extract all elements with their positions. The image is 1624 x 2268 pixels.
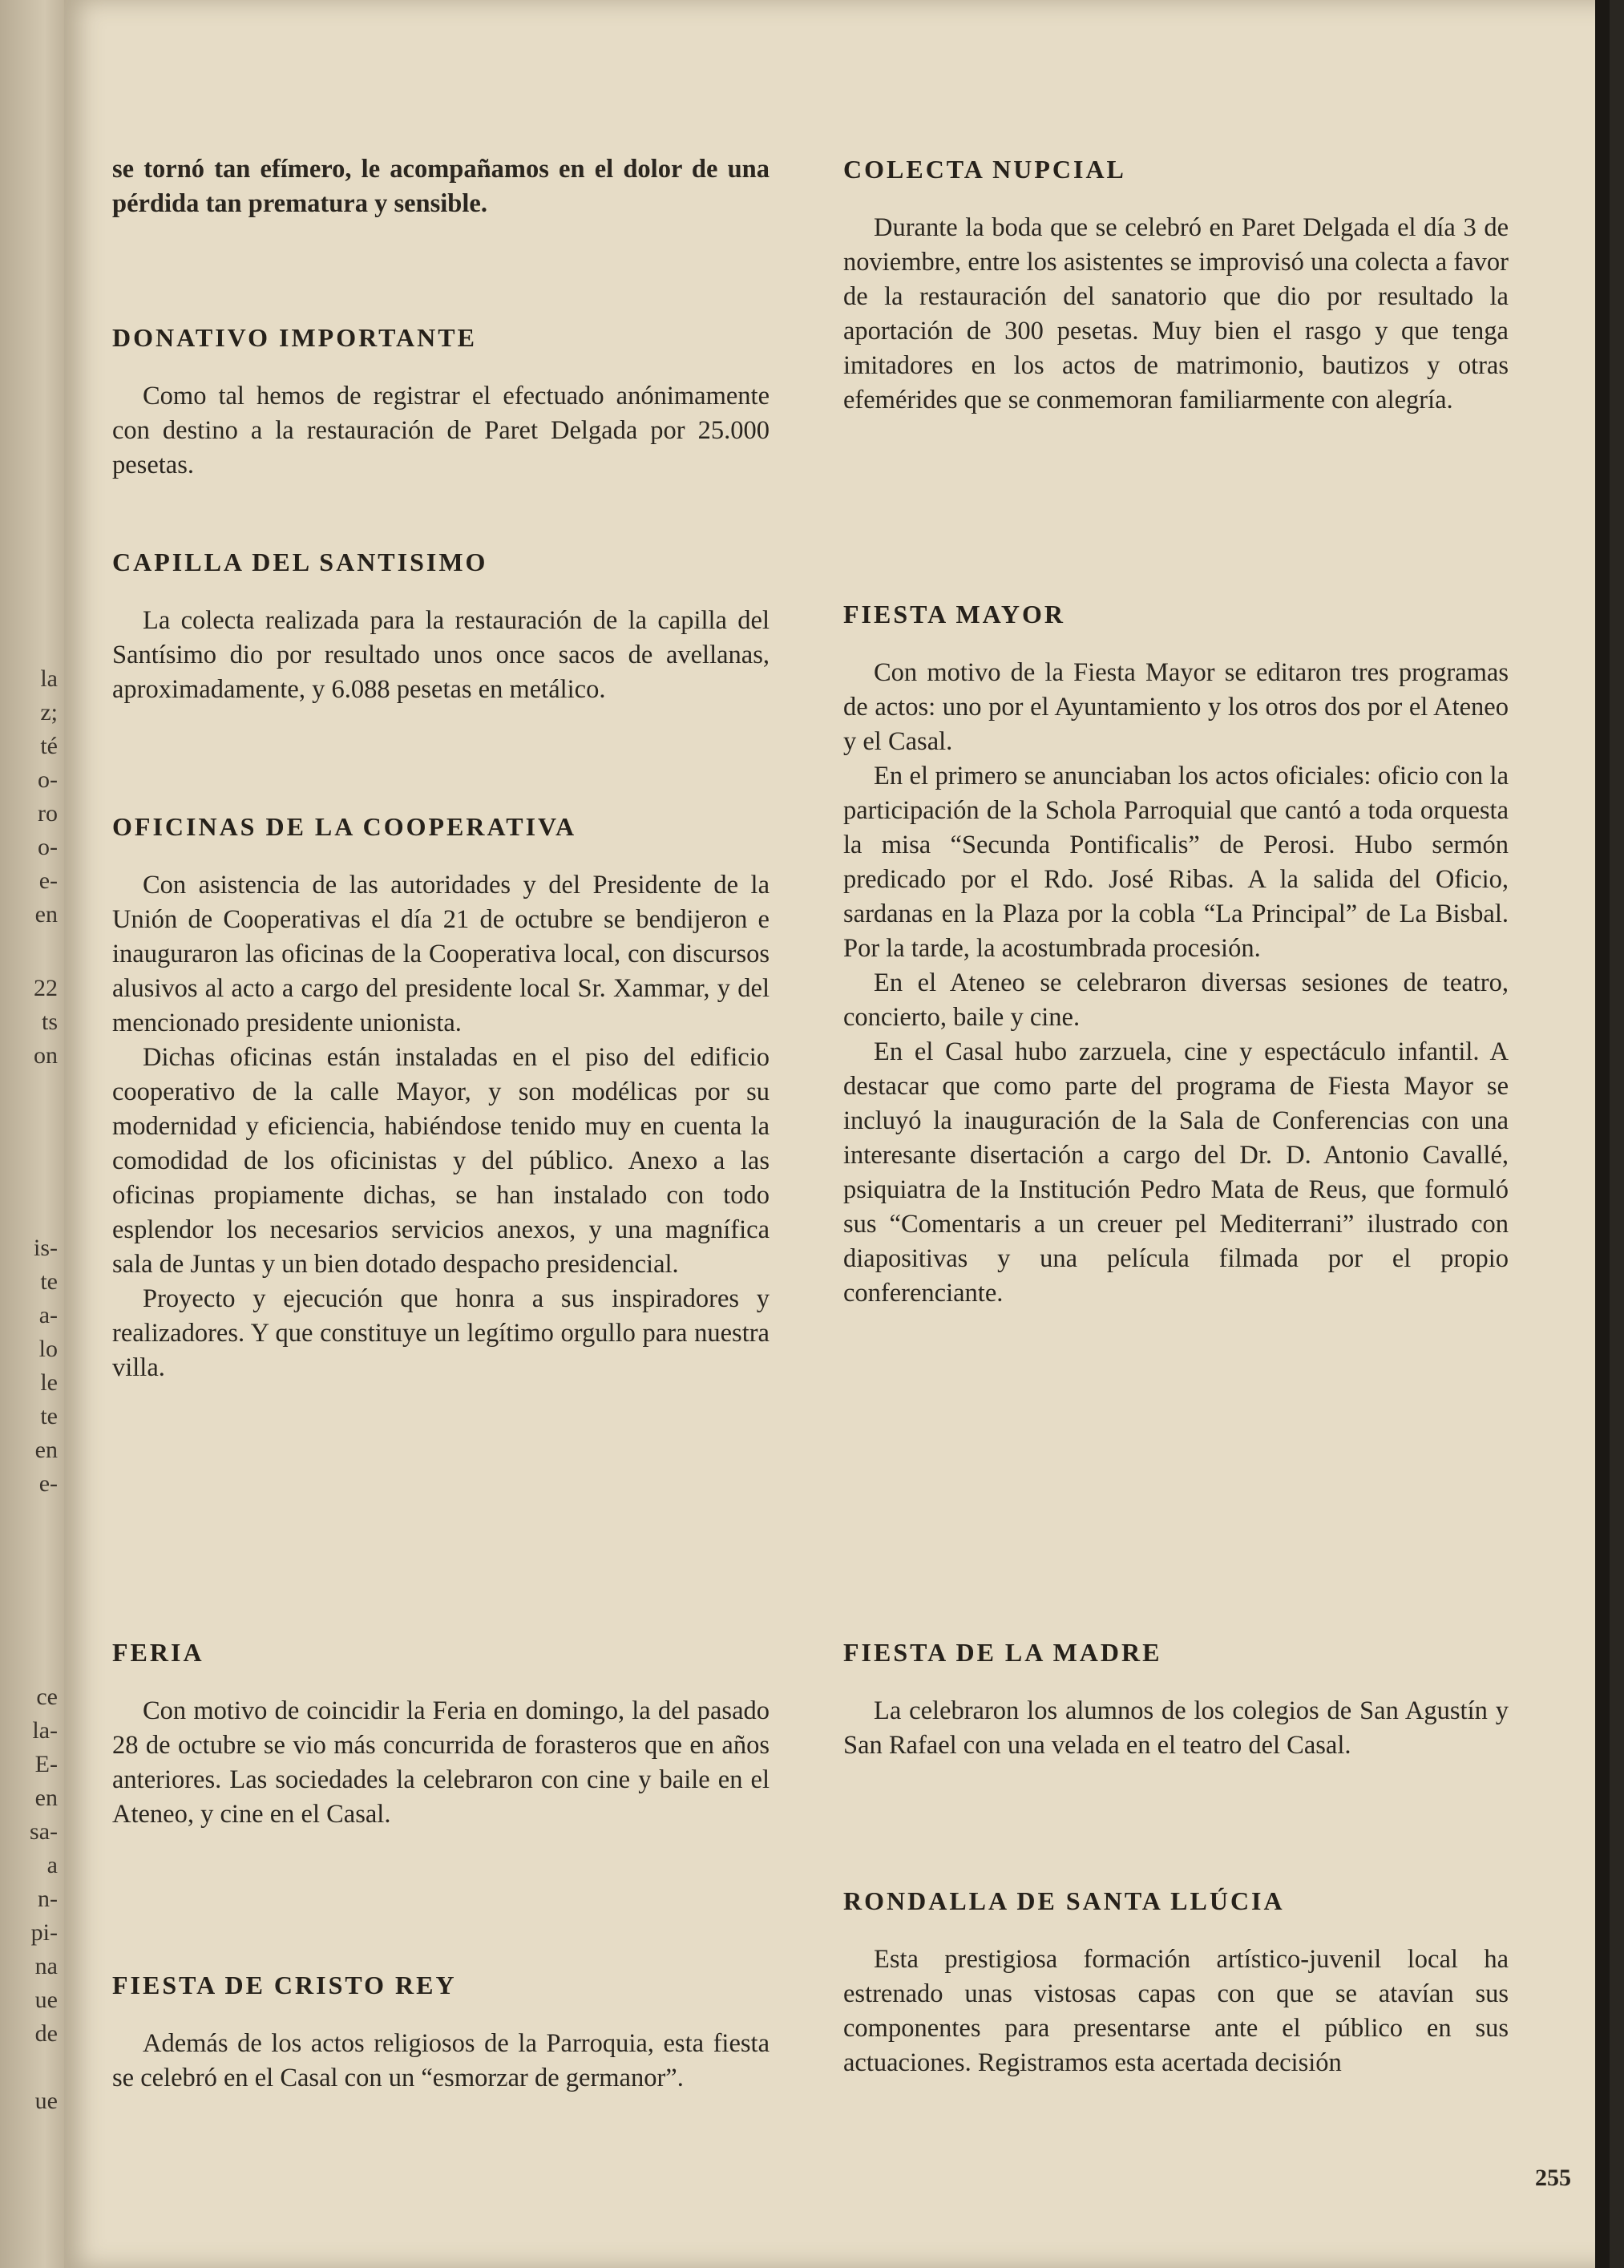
previous-page-text-fragment: ts (41, 1009, 58, 1035)
cristo-rey-heading: FIESTA DE CRISTO REY (112, 1971, 457, 1999)
feria-paragraph: Con motivo de coincidir la Feria en domingo, la del pasado 28 de octubre se vio más concurrida de forasteros que en años anteriores. Las sociedades la celebraron con cine y baile en el Ateneo, y cine en el Casal. (112, 1696, 770, 1829)
previous-page-text-fragment: ro (38, 800, 58, 827)
capilla-paragraph: La colecta realizada para la restauración de la capilla del Santísimo dio por resultado unos once sacos de avellanas, aproximadamente, y 6.088 pesetas en metálico. (112, 606, 770, 704)
previous-page-text-fragment: z; (40, 699, 58, 726)
oficinas-heading: OFICINAS DE LA COOPERATIVA (112, 812, 577, 841)
previous-page-text-fragment: de (34, 2020, 58, 2047)
rondalla-heading: RONDALLA DE SANTA LLÚCIA (843, 1886, 1285, 1915)
previous-page-text-fragment: sa- (30, 1818, 58, 1845)
capilla-heading: CAPILLA DEL SANTISIMO (112, 548, 488, 576)
donativo-section (112, 321, 770, 483)
capilla-section (112, 545, 770, 707)
colecta-heading: COLECTA NUPCIAL (843, 155, 1126, 184)
previous-page-text-fragment: e- (38, 1470, 58, 1497)
page-dark-edge (1595, 0, 1610, 2268)
oficinas-paragraph-2: Dichas oficinas están instaladas en el piso del edificio cooperativo de la calle Mayor, y son modélicas por su modernidad y eficiencia, habiéndose tenido muy en cuenta la comodidad de los oficinistas y del público. Anexo a las oficinas propiamente dichas, se han instalado con todo esplendor los necesarios servicios anexos, y una magnífica sala de Juntas y un bien dotado despacho presidencial. (112, 1043, 770, 1279)
previous-page-text-fragment: le (40, 1369, 58, 1396)
previous-page-text-fragment: is- (34, 1235, 58, 1261)
previous-page-text-fragment: e- (38, 867, 58, 894)
fiesta-mayor-paragraph-1: Con motivo de la Fiesta Mayor se editaron tres programas de actos: uno por el Ayuntamiento y los otros dos por el Ateneo y el Casal. (843, 658, 1509, 756)
fiesta-mayor-paragraph-3: En el Ateneo se celebraron diversas sesiones de teatro, concierto, baile y cine. (843, 968, 1509, 1032)
donativo-heading: DONATIVO IMPORTANTE (112, 323, 477, 352)
fiesta-mayor-section (843, 597, 1509, 1311)
previous-page-text-fragment: o- (38, 766, 58, 793)
previous-page-text-fragment: en (34, 901, 58, 928)
oficinas-paragraph-1: Con asistencia de las autoridades y del Presidente de la Unión de Cooperativas el día 21 de octubre se bendijeron e inauguraron las oficinas de la Cooperativa local, con discursos alusivos al acto a cargo del presidente local Sr. Xammar, y del mencionado presidente unionista. (112, 871, 770, 1037)
previous-page-edge (0, 0, 64, 2268)
previous-page-text-fragment: o- (38, 834, 58, 860)
previous-page-text-fragment: en (34, 1785, 58, 1811)
magazine-page (64, 0, 1610, 2268)
cristo-rey-paragraph: Además de los actos religiosos de la Parroquia, esta fiesta se celebró en el Casal con un “esmorzar de germanor”. (112, 2029, 770, 2092)
previous-page-text-fragment: la (40, 665, 58, 692)
previous-page-text-fragment: a- (38, 1302, 58, 1328)
fiesta-madre-heading: FIESTA DE LA MADRE (843, 1638, 1162, 1667)
fiesta-madre-section (843, 1635, 1509, 1763)
previous-page-text-fragment: pi- (30, 1919, 58, 1946)
previous-page-text-fragment: 22 (34, 975, 58, 1001)
rondalla-paragraph: Esta prestigiosa formación artístico-juvenil local ha estrenado unas vistosas capas con que se atavían sus componentes para presentarse ante el público en sus actuaciones. Registramos esta acertada decisión (843, 1945, 1509, 2077)
feria-section (112, 1635, 770, 1832)
previous-page-text-fragment: E- (34, 1751, 58, 1777)
previous-page-text-fragment: n- (38, 1886, 58, 1912)
page-number: 255 (1535, 2165, 1571, 2191)
previous-page-text-fragment: te (40, 1403, 58, 1429)
oficinas-section (112, 810, 770, 1385)
fiesta-mayor-heading: FIESTA MAYOR (843, 600, 1065, 629)
donativo-paragraph: Como tal hemos de registrar el efectuado anónimamente con destino a la restauración de Paret Delgada por 25.000 pesetas. (112, 382, 770, 479)
previous-page-text-fragment: a (46, 1852, 58, 1878)
previous-page-text-fragment: lo (38, 1336, 58, 1362)
intro-paragraph: se tornó tan efímero, le acompañamos en el dolor de una pérdida tan prematura y sensible. (112, 155, 770, 218)
fiesta-madre-paragraph: La celebraron los alumnos de los colegios de San Agustín y San Rafael con una velada en el teatro del Casal. (843, 1696, 1509, 1760)
oficinas-paragraph-3: Proyecto y ejecución que honra a sus inspiradores y realizadores. Y que constituye un legítimo orgullo para nuestra villa. (112, 1284, 770, 1382)
previous-page-text-fragment: ue (34, 1987, 58, 2013)
colecta-paragraph: Durante la boda que se celebró en Paret Delgada el día 3 de noviembre, entre los asistentes se improvisó una colecta a favor de la restauración del sanatorio que dio por resultado la aportación de 300 pesetas. Muy bien el rasgo y que tenga imitadores en los actos de matrimonio, bautizos y otras efemérides que se conmemoran familiarmente con alegría. (843, 213, 1509, 414)
fiesta-mayor-paragraph-4: En el Casal hubo zarzuela, cine y espectáculo infantil. A destacar que como parte del programa de Fiesta Mayor se incluyó la inauguración de la Sala de Conferencias con una interesante disertación a cargo del Dr. D. Antonio Cavallé, psiquiatra de la Institución Pedro Mata de Reus, que formuló sus “Comentaris a un creuer pel Mediterrani” ilustrado con diapositivas y una película filmada por el propio conferenciante. (843, 1037, 1509, 1308)
rondalla-section (843, 1884, 1509, 2080)
previous-page-text-fragment: te (40, 1268, 58, 1295)
previous-page-text-fragment: na (34, 1953, 58, 1979)
intro-section (112, 152, 770, 221)
fiesta-mayor-paragraph-2: En el primero se anunciaban los actos oficiales: oficio con la participación de la Schola Parroquial que cantó a toda orquesta la misa “Secunda Pontificalis” de Perosi. Hubo sermón predicado por el Rdo. José Ribas. A la salida del Oficio, sardanas en la Plaza por la cobla “La Principal” de La Bisbal. Por la tarde, la acostumbrada procesión. (843, 762, 1509, 963)
previous-page-text-fragment: la- (32, 1717, 58, 1744)
previous-page-text-fragment: té (40, 733, 58, 759)
feria-heading: FERIA (112, 1638, 204, 1667)
previous-page-text-fragment: en (34, 1437, 58, 1463)
previous-page-text-fragment: ce (36, 1684, 58, 1710)
cristo-rey-section (112, 1968, 770, 2096)
previous-page-text-fragment: on (34, 1042, 58, 1069)
previous-page-text-fragment: ue (34, 2088, 58, 2114)
colecta-section (843, 152, 1509, 418)
